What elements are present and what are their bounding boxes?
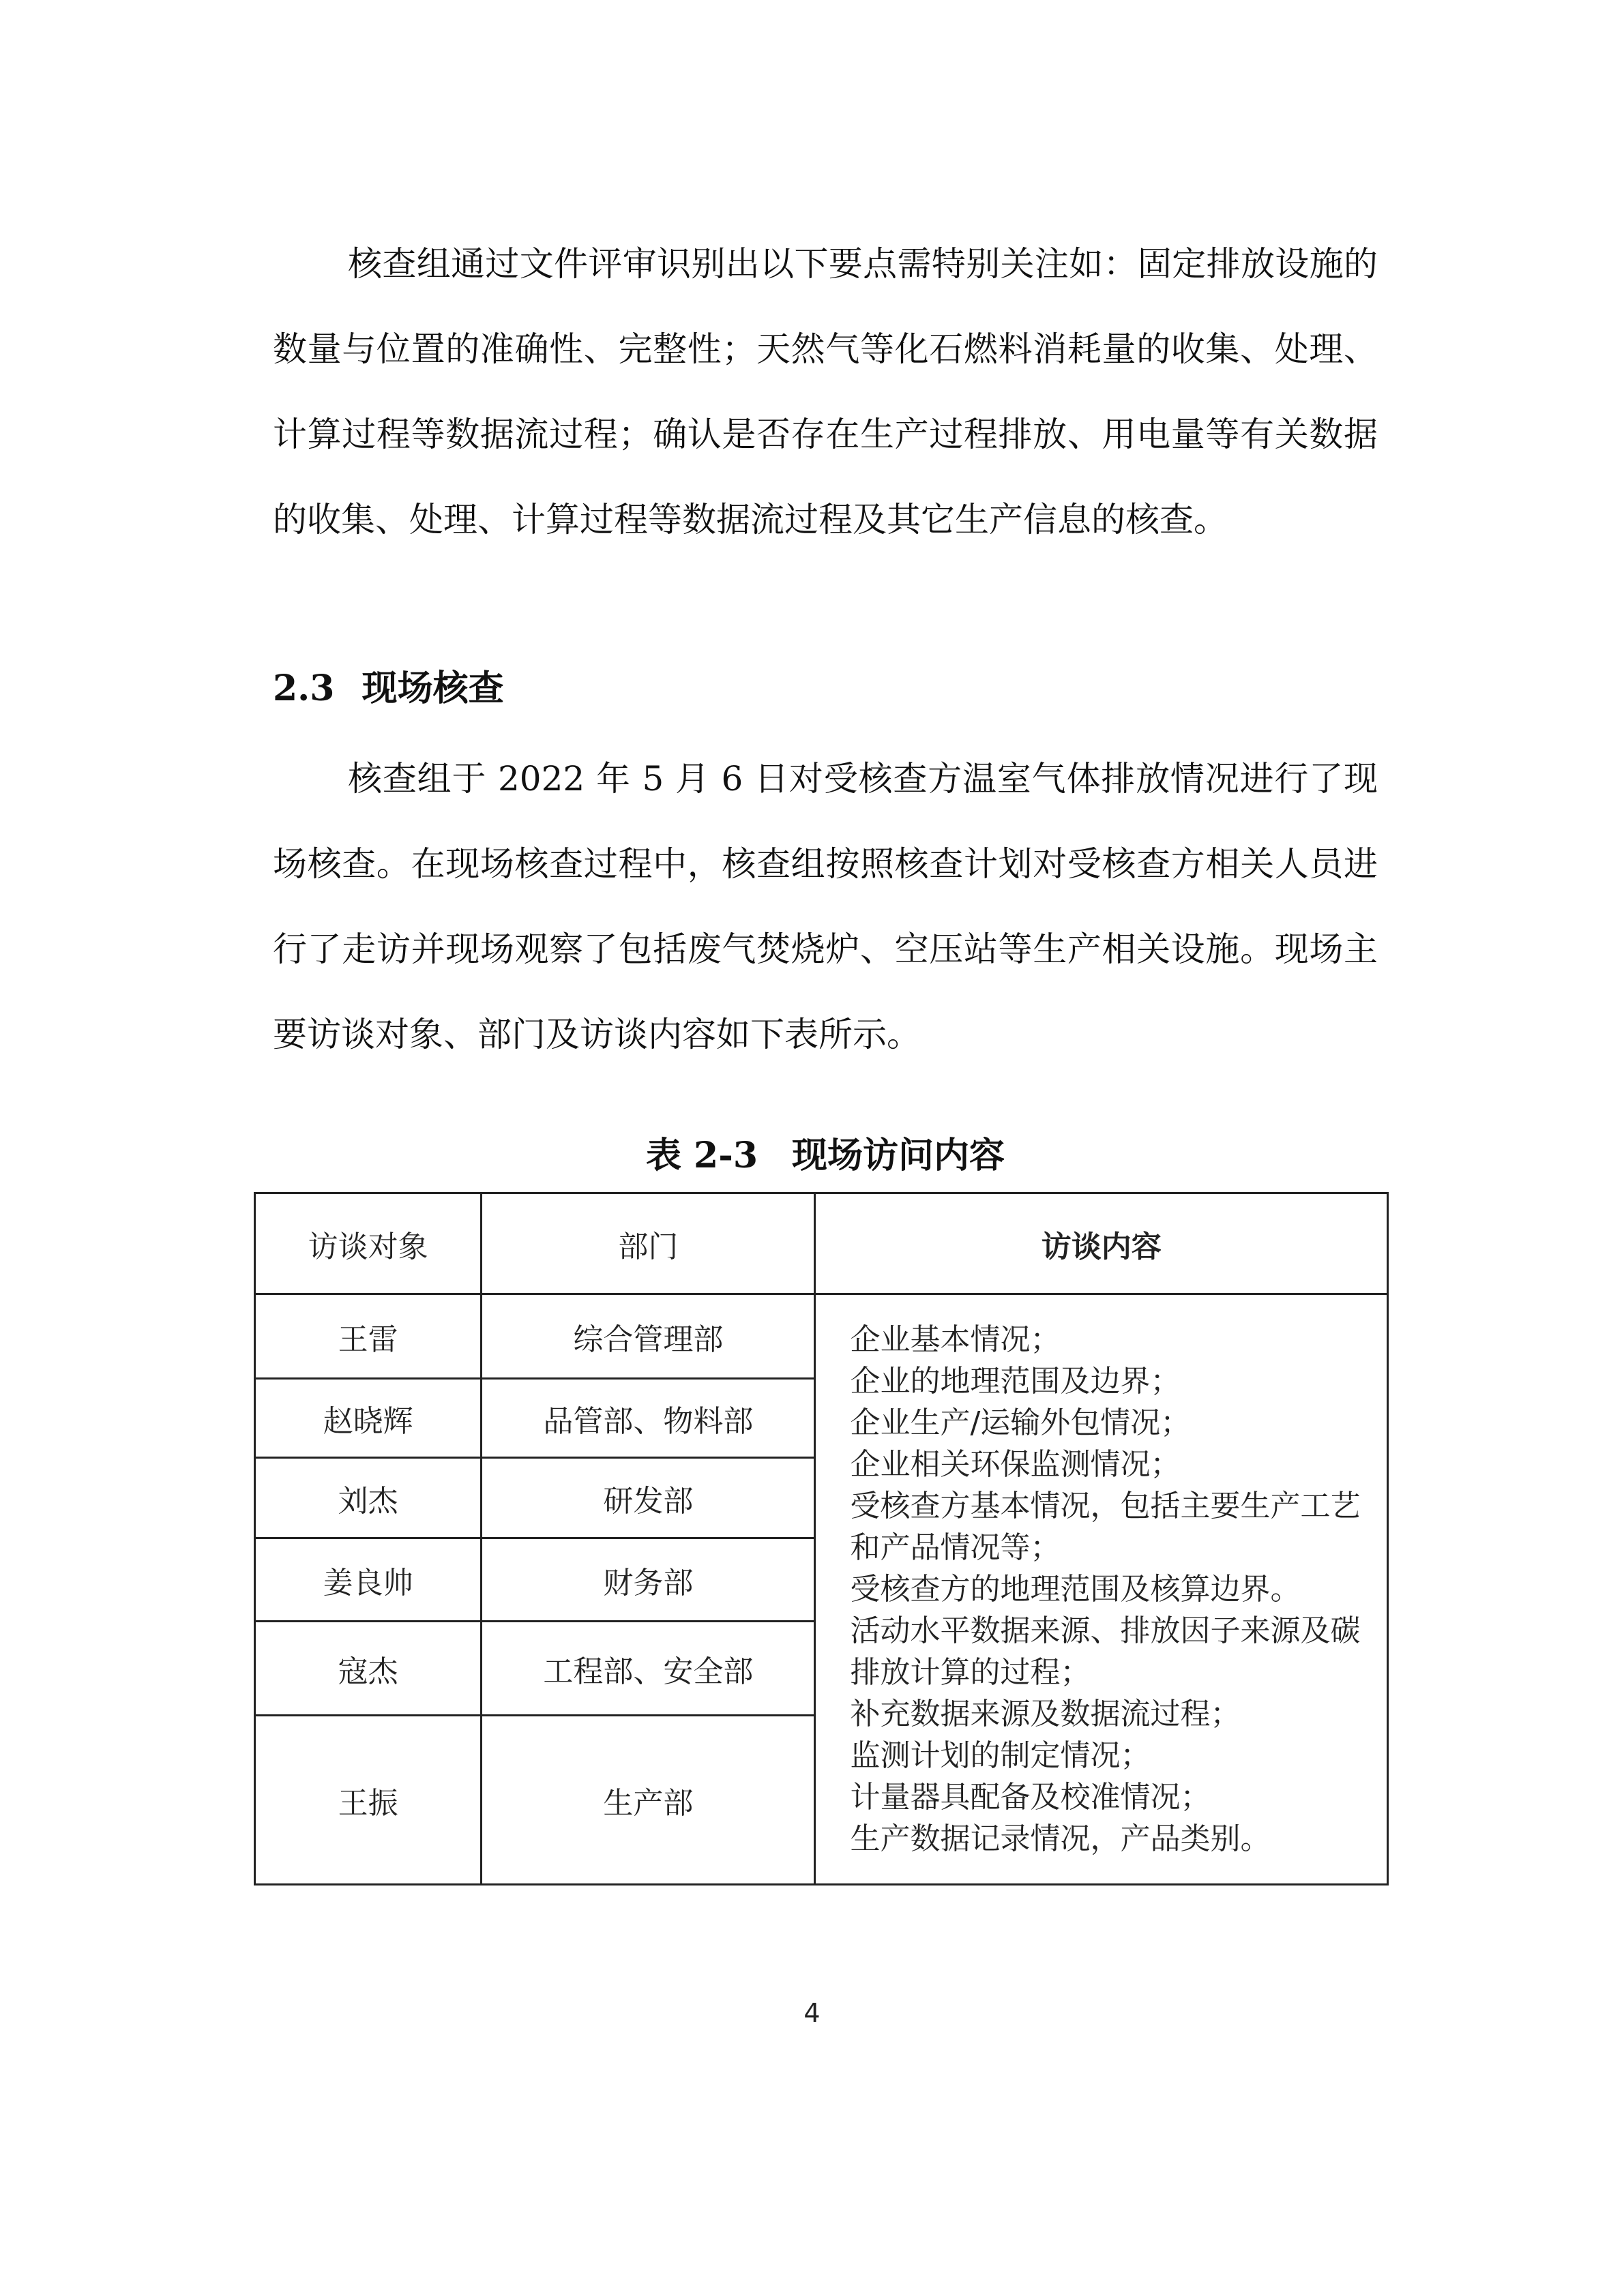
header-interviewee: 访谈对象 [255, 1193, 482, 1294]
cell-interviewee: 刘杰 [255, 1458, 482, 1538]
content-line: 计量器具配备及校准情况； [850, 1780, 1211, 1815]
table-header-row [255, 1193, 1388, 1294]
cell-interview-content [815, 1294, 1388, 1885]
content-line: 监测计划的制定情况； [850, 1738, 1151, 1773]
content-line: 活动水平数据来源、排放因子来源及碳排放计算的过程； [850, 1613, 1361, 1690]
cell-interviewee: 赵晓辉 [255, 1379, 482, 1458]
content-line: 企业生产/运输外包情况； [850, 1405, 1191, 1440]
header-department: 部门 [482, 1193, 815, 1294]
table-caption-title: 现场访问内容 [792, 1135, 1005, 1176]
paragraph-onsite-verification: 核查组于 2022 年 5 月 6 日对受核查方温室气体排放情况进行了现场核查。在现场核查过程中，核查组按照核查计划对受核查方相关人员进行了走访并现场观察了包括废气焚烧炉、空压站等生产相关设施。现场主要访谈对象、部门及访谈内容如下表所示。 [273, 759, 1378, 1054]
content-line: 企业相关环保监测情况； [850, 1447, 1181, 1482]
table-row [255, 1294, 1388, 1379]
content-line: 受核查方的地理范围及核算边界。 [850, 1572, 1301, 1607]
cell-interviewee: 寇杰 [255, 1622, 482, 1716]
cell-department: 生产部 [482, 1716, 815, 1885]
section-title: 现场核查 [361, 668, 504, 709]
header-interview-content: 访谈内容 [815, 1193, 1388, 1294]
content-line: 企业基本情况； [850, 1322, 1061, 1357]
cell-department: 财务部 [482, 1538, 815, 1622]
table-caption [273, 1129, 1378, 1183]
content-line: 补充数据来源及数据流过程； [850, 1697, 1241, 1731]
page-number: 4 [803, 1998, 821, 2028]
section-heading [273, 655, 504, 723]
cell-interviewee: 王振 [255, 1716, 482, 1885]
content-line: 受核查方基本情况，包括主要生产工艺和产品情况等； [850, 1489, 1361, 1565]
cell-department: 研发部 [482, 1458, 815, 1538]
cell-department: 品管部、物料部 [482, 1379, 815, 1458]
cell-interviewee: 姜良帅 [255, 1538, 482, 1622]
cell-department: 综合管理部 [482, 1294, 815, 1379]
visit-content-table [254, 1192, 1389, 1885]
content-line: 企业的地理范围及边界； [850, 1364, 1181, 1399]
content-line: 生产数据记录情况，产品类别。 [850, 1821, 1271, 1856]
paragraph-review-points: 核查组通过文件评审识别出以下要点需特别关注如：固定排放设施的数量与位置的准确性、完整性；天然气等化石燃料消耗量的收集、处理、计算过程等数据流过程；确认是否存在生产过程排放、用电量等有关数据的收集、处理、计算过程等数据流过程及其它生产信息的核查。 [273, 244, 1378, 539]
section-number: 2.3 [273, 668, 335, 709]
table-caption-number: 表 2-3 [645, 1135, 758, 1176]
cell-department: 工程部、安全部 [482, 1622, 815, 1716]
cell-interviewee: 王雷 [255, 1294, 482, 1379]
